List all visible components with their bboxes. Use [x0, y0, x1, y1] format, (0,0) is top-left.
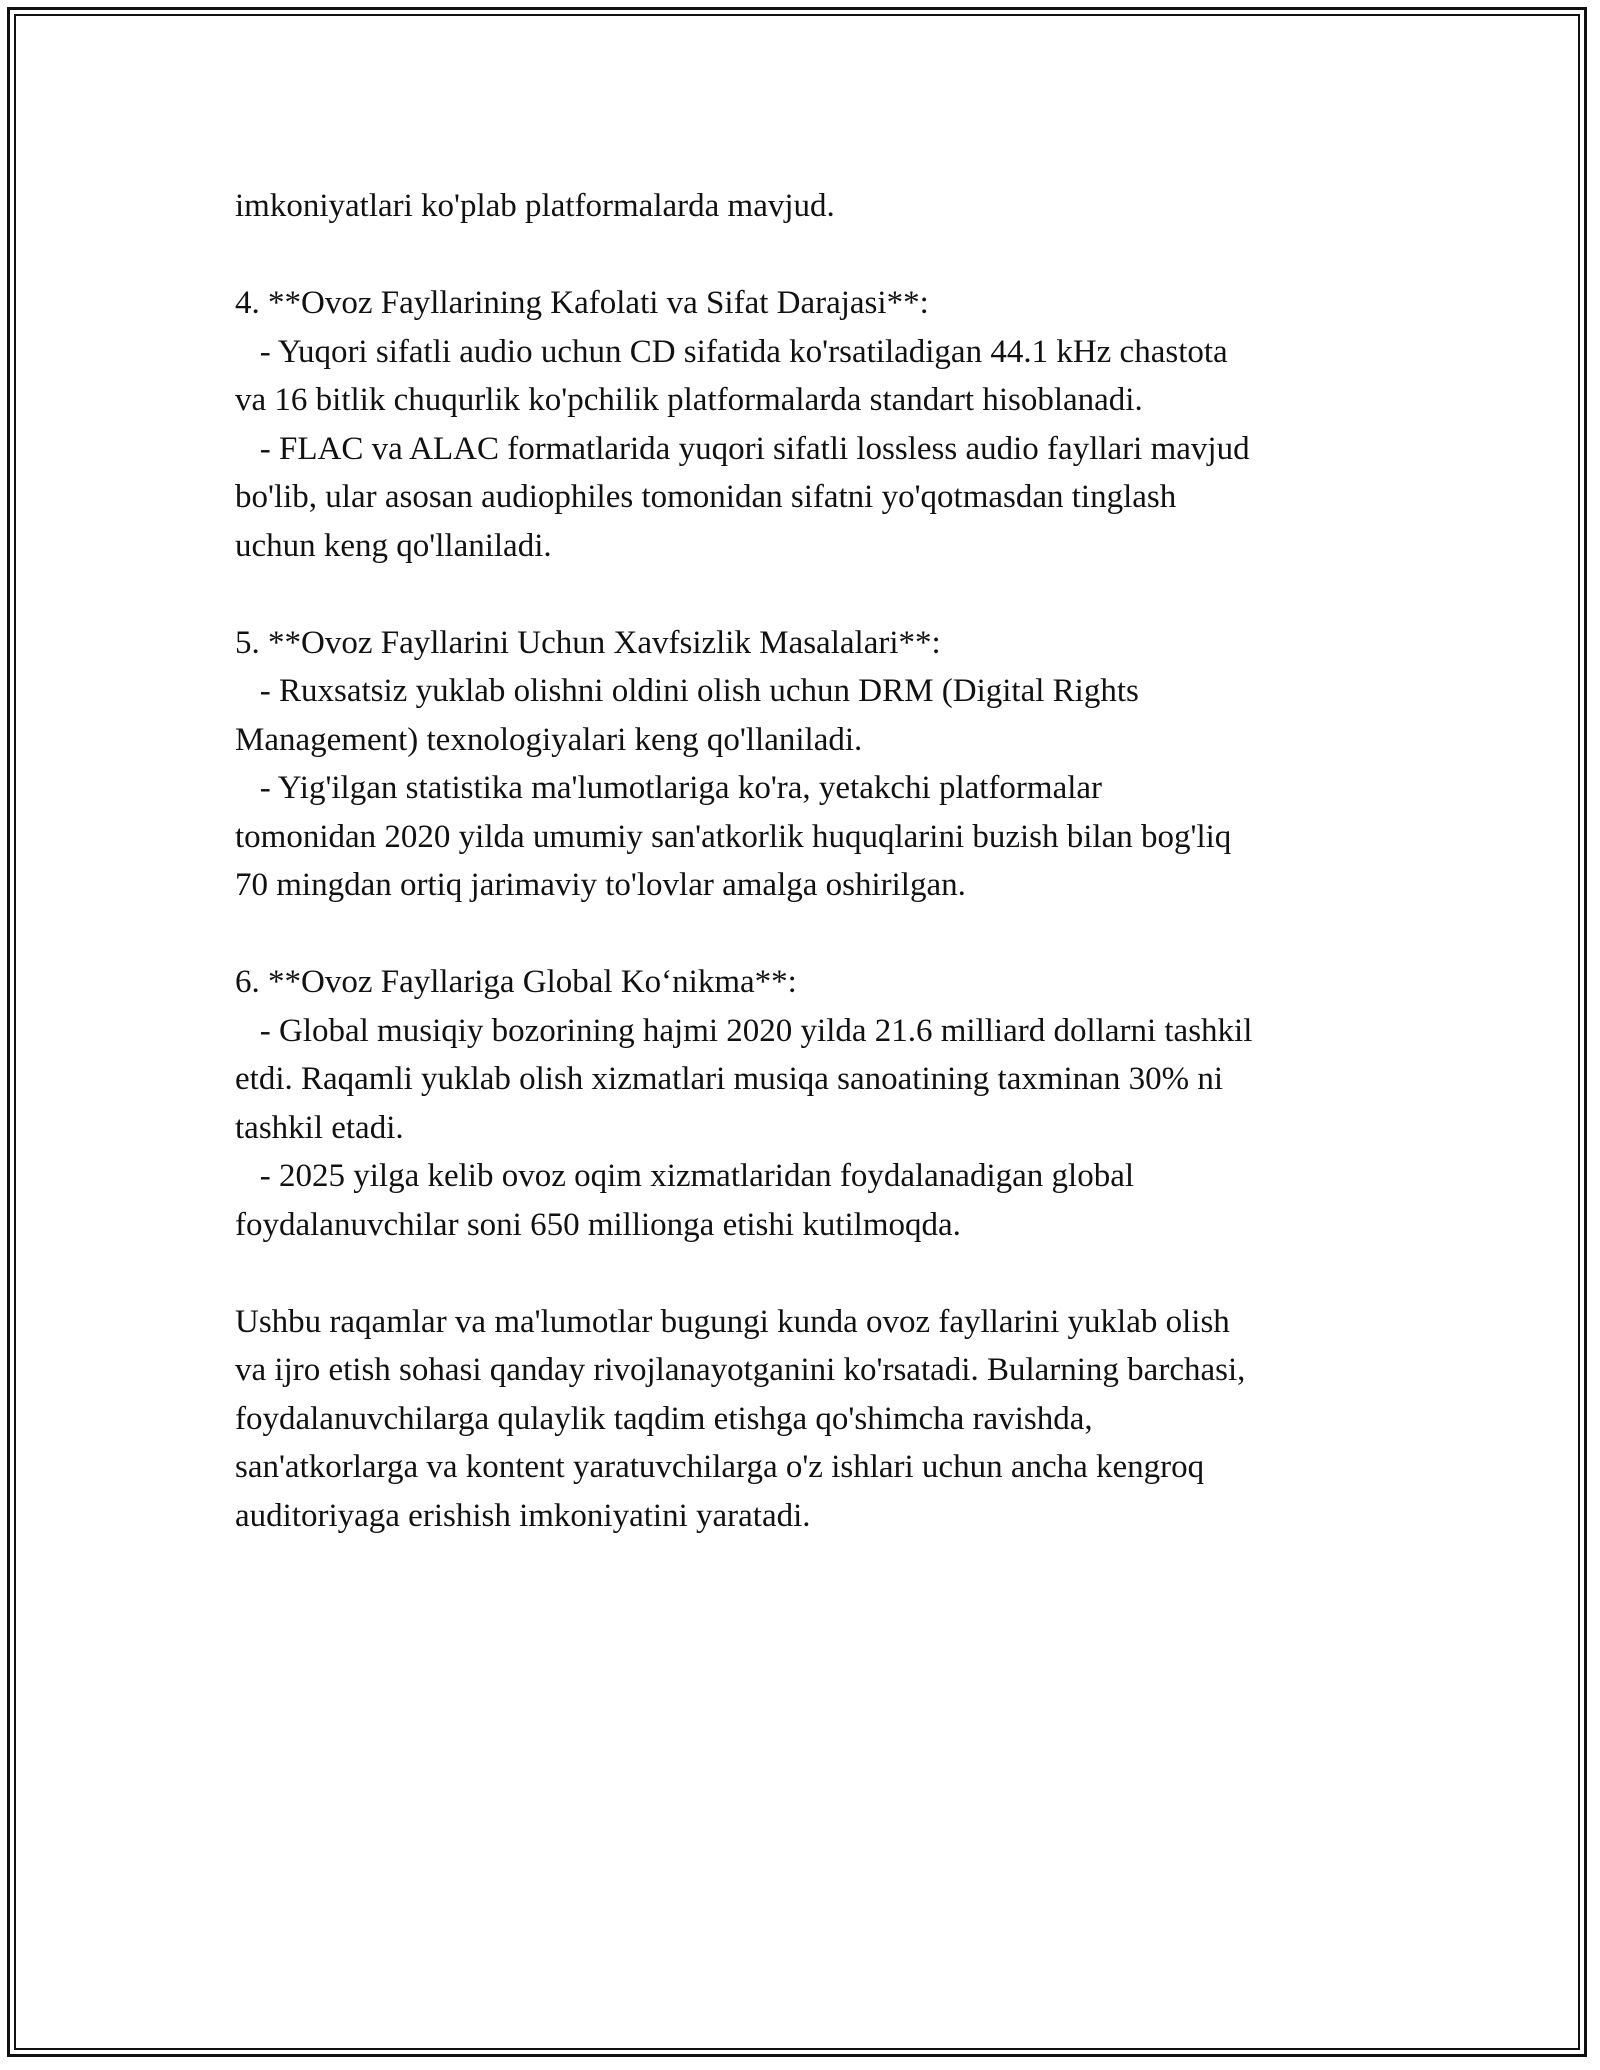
- section-heading: 5. **Ovoz Fayllarini Uchun Xavfsizlik Masalalari**:: [235, 624, 941, 661]
- text-line: - 2025 yilga kelib ovoz oqim xizmatlaridan foydalanadigan global: [235, 1158, 1135, 1194]
- text-line: - FLAC va ALAC formatlarida yuqori sifatli lossless audio fayllari mavjud: [235, 430, 1250, 467]
- text-line: va 16 bitlik chuqurlik ko'pchilik platformalarda standart hisoblanadi.: [235, 382, 1143, 418]
- text-line: foydalanuvchilar soni 650 millionga etishi kutilmoqda.: [235, 1206, 961, 1243]
- paragraph-gap: [235, 1249, 1385, 1298]
- text-line: etdi. Raqamli yuklab olish xizmatlari musiqa sanoatining taxminan 30% ni: [235, 1061, 1223, 1097]
- section-heading: 6. **Ovoz Fayllariga Global Koʻnikma**:: [235, 964, 797, 1000]
- text-line: - Yig'ilgan statistika ma'lumotlariga ko'ra, yetakchi platformalar: [235, 770, 1103, 806]
- section-6: [235, 958, 1385, 1249]
- paragraph-conclusion: [235, 1298, 1385, 1541]
- text-line: foydalanuvchilarga qulaylik taqdim etishga qo'shimcha ravishda,: [235, 1400, 1093, 1437]
- text-line: - Yuqori sifatli audio uchun CD sifatida ko'rsatiladigan 44.1 kHz chastota: [235, 333, 1228, 370]
- text-line: tomonidan 2020 yilda umumiy san'atkorlik huquqlarini buzish bilan bog'liq: [235, 818, 1232, 855]
- document-body: [235, 182, 1385, 1540]
- text-line: bo'lib, ular asosan audiophiles tomonidan sifatni yo'qotmasdan tinglash: [235, 479, 1177, 515]
- text-line: - Ruxsatsiz yuklab olishni oldini olish uchun DRM (Digital Rights: [235, 673, 1139, 709]
- text-line: Management) texnologiyalari keng qo'llaniladi.: [235, 721, 863, 758]
- text-line: uchun keng qo'llaniladi.: [235, 527, 552, 564]
- paragraph-gap: [235, 231, 1385, 280]
- text-line: tashkil etadi.: [235, 1109, 404, 1146]
- text-line: va ijro etish sohasi qanday rivojlanayotganini ko'rsatadi. Bularning barchasi,: [235, 1352, 1246, 1388]
- text-line: - Global musiqiy bozorining hajmi 2020 yilda 21.6 milliard dollarni tashkil: [235, 1012, 1253, 1049]
- text-line: 70 mingdan ortiq jarimaviy to'lovlar amalga oshirilgan.: [235, 867, 966, 903]
- section-heading: 4. **Ovoz Fayllarining Kafolati va Sifat Darajasi**:: [235, 285, 929, 321]
- paragraph-intro-continuation: [235, 182, 1385, 231]
- text-line: auditoriyaga erishish imkoniyatini yaratadi.: [235, 1497, 811, 1534]
- text-line: san'atkorlarga va kontent yaratuvchilarga o'z ishlari uchun ancha kengroq: [235, 1449, 1205, 1485]
- section-5: [235, 619, 1385, 910]
- paragraph-gap: [235, 570, 1385, 619]
- paragraph-gap: [235, 910, 1385, 959]
- text-line: imkoniyatlari ko'plab platformalarda mavjud.: [235, 188, 835, 224]
- text-line: Ushbu raqamlar va ma'lumotlar bugungi kunda ovoz fayllarini yuklab olish: [235, 1303, 1230, 1340]
- section-4: [235, 279, 1385, 570]
